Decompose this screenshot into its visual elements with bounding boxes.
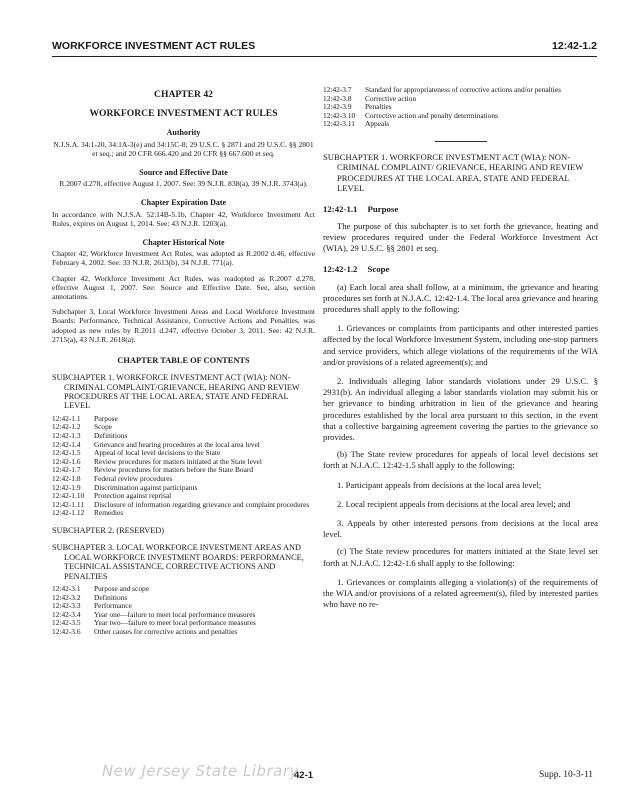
toc-entry-title: Performance <box>94 601 132 611</box>
toc-entry <box>52 628 315 637</box>
toc-subchapter-2-heading: SUBCHAPTER 2. (RESERVED) <box>52 526 165 536</box>
page-number: 42-1 <box>294 770 314 781</box>
toc-entry-title: Standard for appropriateness of corrective actions and/or penalties <box>365 85 561 94</box>
toc-entry-title: Corrective action <box>365 93 417 103</box>
toc-entry-title: Grievance and hearing procedures at the local area level <box>94 439 260 449</box>
section-divider <box>435 141 487 142</box>
supplement-date: Supp. 10-3-11 <box>538 770 593 780</box>
toc-entry-title: Definitions <box>94 431 128 441</box>
source-heading: Source and Effective Date <box>139 168 228 178</box>
toc-entry-number: 12:42-3.5 <box>52 618 81 628</box>
left-column <box>52 86 315 637</box>
toc-entry-title: Appeal of local level decisions to the State <box>94 448 221 458</box>
toc-entry-number: 12:42-3.3 <box>52 601 81 611</box>
toc-entry-title: Remedies <box>94 508 124 518</box>
toc-entry-title: Year two—failure to meet local performance measures <box>94 618 256 628</box>
header-page-ref: 12:42-1.2 <box>552 40 597 52</box>
toc-entry-title: Review procedures for matters before the State Board <box>94 465 254 475</box>
section-heading <box>323 204 598 215</box>
toc-entry <box>52 415 315 424</box>
section-heading <box>323 264 598 275</box>
section-number: 12:42-1.1 <box>323 203 358 214</box>
toc-entry-number: 12:42-3.7 <box>323 85 352 94</box>
toc-entry-title: Purpose and scope <box>94 584 150 594</box>
toc-entry <box>52 423 315 432</box>
section-text: The purpose of this subchapter is to set forth the grievance, hearing and review procedures required under the Federal Workforce Investment Act (WIA), 29 U.S.C. §§ 2801 et seq. <box>323 220 598 254</box>
toc-entry-title: Discrimination against participants <box>94 482 198 492</box>
toc-entry <box>52 585 315 594</box>
subchapter-1-heading: SUBCHAPTER 1. WORKFORCE INVESTMENT ACT (WIA): NON-CRIMINAL COMPLAINT/ GRIEVANCE, HEARING AND REVIEW PROCEDURES AT THE LOCAL AREA, STATE AND FEDERAL LEVEL <box>323 151 584 194</box>
expiration-text: In accordance with N.J.S.A. 52:14B-5.1b, Chapter 42, Workforce Investment Act Rules, expires on August 1, 2014. See: 43 N.J.R. 1203(a). <box>52 209 315 228</box>
toc-entry-number: 12:42-3.9 <box>323 102 352 112</box>
subsection-a: (a) Each local area shall follow, at a minimum, the grievance and hearing procedures set forth at N.J.A.C. 12:42-1.4. The local area grievance and hearing procedures shall apply to the following: <box>323 281 598 315</box>
toc-entry-number: 12:42-1.7 <box>52 465 81 475</box>
toc-entry-number: 12:42-1.1 <box>52 413 81 423</box>
toc-entry-number: 12:42-3.1 <box>52 584 81 594</box>
authority-text: N.J.S.A. 34:1-20, 34:1A-3(e) and 34:15C-8; 29 U.S.C. § 2871 and 29 U.S.C. §§ 2801 et seq.; and 20 CFR 666.420 and 20 CFR §§ 667.600 et seq. <box>53 139 314 158</box>
paragraph-item: 2. Local recipient appeals from decisions at the local area level; and <box>337 498 571 509</box>
paragraph-item: 2. Individuals alleging labor standards violations under 29 U.S.C. § 2931(b). An individual alleging a labor standards violation may submit his or her grievance to binding arbitration in lieu of the grievance and hearing procedures established by the local area pursuant to this section, in the event that a collective bargaining agreement covering the parties to the grievance so provides. <box>323 376 598 443</box>
toc-entry-title: Federal review procedures <box>94 474 173 484</box>
chapter-title: WORKFORCE INVESTMENT ACT RULES <box>89 108 278 120</box>
source-text: R.2007 d.278, effective August 1, 2007. See: 39 N.J.R. 838(a), 39 N.J.R. 3743(a). <box>59 179 308 189</box>
toc-entry <box>52 509 315 518</box>
toc-entry-number: 12:42-1.10 <box>52 491 85 501</box>
toc-entry-number: 12:42-1.12 <box>52 508 85 518</box>
toc-entry <box>323 120 598 129</box>
section-title: Scope <box>367 264 390 275</box>
toc-entry-number: 12:42-1.3 <box>52 431 81 441</box>
toc-entry-title: Review procedures for matters initiated at the State level <box>94 456 262 466</box>
paragraph-item: 1. Participant appeals from decisions at the local area level; <box>337 479 542 490</box>
library-watermark: New Jersey State Library <box>102 762 299 780</box>
toc-entry-number: 12:42-3.11 <box>323 119 355 129</box>
toc-entry-title: Purpose <box>94 413 118 423</box>
toc-entry <box>52 594 315 603</box>
toc-heading: CHAPTER TABLE OF CONTENTS <box>117 356 250 366</box>
paragraph-item: 3. Appeals by other interested persons from decisions at the local area level. <box>323 518 598 540</box>
toc-entry-title: Corrective action and penalty determinations <box>365 110 498 120</box>
toc-entry <box>52 501 315 510</box>
toc-entry-title: Protection against reprisal <box>94 491 172 501</box>
authority-heading: Authority <box>166 128 201 138</box>
history-paragraph: Chapter 42, Workforce Investment Act Rules, was readopted as R.2007 d.278, effective August 1, 2007. See: Source and Effective Date. See, also, section annotations. <box>52 273 315 302</box>
toc-entry-title: Penalties <box>365 102 392 112</box>
toc-entry-title: Year one—failure to meet local performance measures <box>94 609 256 619</box>
toc-entry-number: 12:42-3.10 <box>323 110 356 120</box>
toc-subchapter-1-heading: SUBCHAPTER 1. WORKFORCE INVESTMENT ACT (WIA): NON-CRIMINAL COMPLAINT/GRIEVANCE, HEARING AND REVIEW PROCEDURES AT THE LOCAL AREA, STATE AND FEDERAL LEVEL <box>52 373 300 411</box>
running-header <box>52 40 597 54</box>
toc-entry-title: Scope <box>94 422 113 432</box>
right-column <box>323 86 598 610</box>
toc-entry-number: 12:42-3.6 <box>52 627 81 637</box>
toc-entry-number: 12:42-1.4 <box>52 439 81 449</box>
section-number: 12:42-1.2 <box>323 264 358 275</box>
expiration-heading: Chapter Expiration Date <box>140 198 227 208</box>
toc-entry-number: 12:42-1.11 <box>52 499 84 509</box>
paragraph-item: 1. Grievances or complaints alleging a violation(s) of the requirements of the WIA and/or provisions of a related agreement(s), filed by interested parties who have no re- <box>323 576 598 610</box>
toc-entry <box>52 466 315 475</box>
toc-entry-title: Definitions <box>94 592 128 602</box>
toc-entry-number: 12:42-1.8 <box>52 474 81 484</box>
toc-entry-title: Disclosure of information regarding grievance and complaint procedures <box>94 499 310 509</box>
toc-subchapter-3-heading: SUBCHAPTER 3. LOCAL WORKFORCE INVESTMENT AREAS AND LOCAL WORKFORCE INVESTMENT BOARDS: PERFORMANCE, TECHNICAL ASSISTANCE, CORRECTIVE ACTIONS AND PENALTIES <box>52 543 304 581</box>
paragraph-item: 1. Grievances or complaints from participants and other interested parties affected by the local Workforce Investment System, including one-stop partners and service providers, which allege violations of the requirements of the WIA and/or provisions of a related agreement(s); and <box>323 323 598 367</box>
toc-entry-number: 12:42-3.8 <box>323 93 352 103</box>
toc-entry-number: 12:42-1.5 <box>52 448 81 458</box>
toc-entry-number: 12:42-3.2 <box>52 592 81 602</box>
history-paragraph: Subchapter 3, Local Workforce Investment Areas and Local Workforce Investment Boards: Performance, Technical Assistance, Corrective Actions and Penalties, was adopted as new rules by R.2011 d.247, effective October 3, 2011. See: 42 N.J.R. 2715(a), 43 N.J.R. 2618(a). <box>52 307 315 344</box>
toc-subchapter-1-list <box>52 415 315 518</box>
toc-subchapter-3-list <box>52 585 315 637</box>
chapter-number: CHAPTER 42 <box>154 89 213 100</box>
section-title: Purpose <box>367 203 399 214</box>
subsection-c: (c) The State review procedures for matters initiated at the State level set forth at N.J.A.C. 12:42-1.6 shall apply to the following: <box>323 546 598 568</box>
history-heading: Chapter Historical Note <box>142 238 225 248</box>
toc-entry-number: 12:42-1.9 <box>52 482 81 492</box>
toc-entry <box>52 484 315 493</box>
toc-entry-number: 12:42-1.6 <box>52 456 81 466</box>
toc-entry-title: Other causes for corrective actions and penalties <box>94 627 238 637</box>
toc-continued-list <box>323 86 598 129</box>
header-rule <box>52 56 597 57</box>
header-title: WORKFORCE INVESTMENT ACT RULES <box>52 40 256 52</box>
toc-entry-title: Appeals <box>365 119 390 129</box>
toc-entry-number: 12:42-3.4 <box>52 609 81 619</box>
history-paragraph: Chapter 42, Workforce Investment Act Rules, was adopted as R.2002 d.46, effective February 4, 2002. See: 33 N.J.R. 2613(b), 34 N.J.R. 771(a). <box>52 249 315 268</box>
subsection-b: (b) The State review procedures for appeals of local level decisions set forth at N.J.A.C. 12:42-1.5 shall apply to the following: <box>323 449 598 471</box>
toc-entry-number: 12:42-1.2 <box>52 422 81 432</box>
